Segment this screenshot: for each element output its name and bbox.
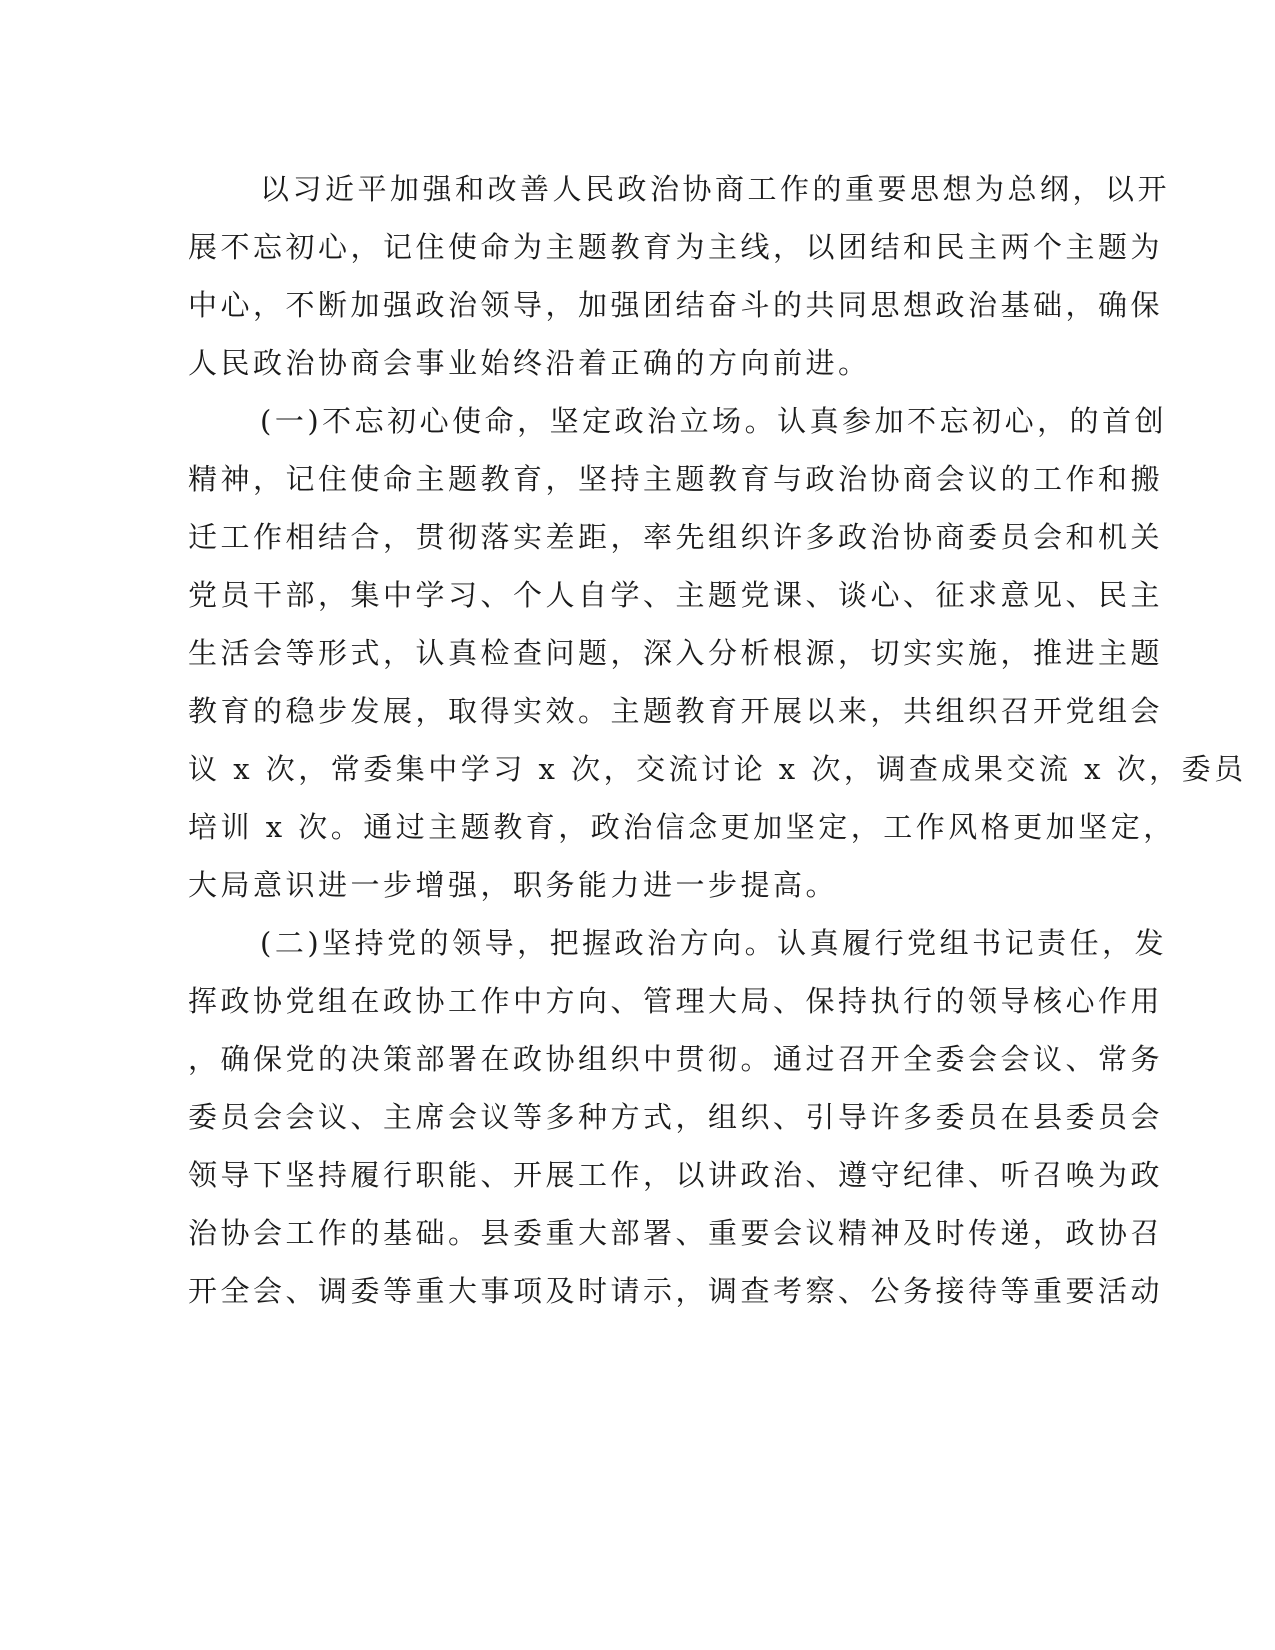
paragraph-line: 培训 x 次。通过主题教育，政治信念更加坚定，工作风格更加坚定，	[188, 810, 1176, 844]
paragraph-line: 生活会等形式，认真检查问题，深入分析根源，切实实施，推进主题	[188, 636, 1164, 670]
paragraph-line: 以习近平加强和改善人民政治协商工作的重要思想为总纲，以开	[260, 172, 1171, 206]
paragraph-1	[188, 160, 1171, 392]
paragraph-line: 党员干部，集中学习、个人自学、主题党课、谈心、征求意见、民主	[188, 578, 1164, 612]
paragraph-line: 大局意识进一步增强，职务能力进一步提高。	[188, 868, 839, 902]
paragraph-line: 开全会、调委等重大事项及时请示，调查考察、公务接待等重要活动	[188, 1274, 1164, 1308]
paragraph-line: 挥政协党组在政协工作中方向、管理大局、保持执行的领导核心作用	[188, 984, 1164, 1018]
paragraph-line: 教育的稳步发展，取得实效。主题教育开展以来，共组织召开党组会	[188, 694, 1164, 728]
paragraph-line: 人民政治协商会事业始终沿着正确的方向前进。	[188, 346, 871, 380]
paragraph-line: ，确保党的决策部署在政协组织中贯彻。通过召开全委会会议、常务	[188, 1042, 1164, 1076]
paragraph-line: 领导下坚持履行职能、开展工作，以讲政治、遵守纪律、听召唤为政	[188, 1158, 1164, 1192]
paragraph-line: (二)坚持党的领导，把握政治方向。认真履行党组书记责任，发	[260, 926, 1168, 960]
paragraph-3	[188, 914, 1168, 1320]
paragraph-line: 治协会工作的基础。县委重大部署、重要会议精神及时传递，政协召	[188, 1216, 1164, 1250]
paragraph-line: 展不忘初心，记住使命为主题教育为主线，以团结和民主两个主题为	[188, 230, 1164, 264]
document-body	[188, 160, 1247, 1320]
paragraph-line: 精神，记住使命主题教育，坚持主题教育与政治协商会议的工作和搬	[188, 462, 1164, 496]
paragraph-line: (一)不忘初心使命，坚定政治立场。认真参加不忘初心，的首创	[260, 404, 1168, 438]
paragraph-line: 议 x 次，常委集中学习 x 次，交流讨论 x 次，调查成果交流 x 次，委员	[188, 752, 1247, 786]
paragraph-line: 委员会会议、主席会议等多种方式，组织、引导许多委员在县委员会	[188, 1100, 1164, 1134]
paragraph-line: 迁工作相结合，贯彻落实差距，率先组织许多政治协商委员会和机关	[188, 520, 1164, 554]
paragraph-2	[188, 392, 1247, 914]
paragraph-line: 中心，不断加强政治领导，加强团结奋斗的共同思想政治基础，确保	[188, 288, 1164, 322]
